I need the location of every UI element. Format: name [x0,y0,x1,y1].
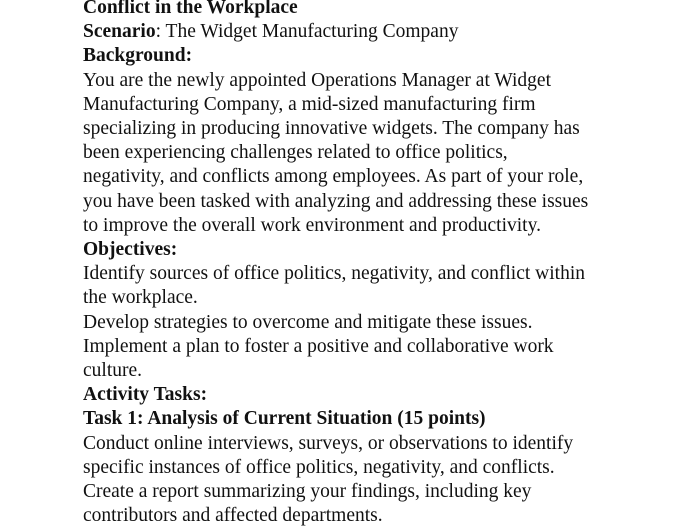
background-line: You are the newly appointed Operations Manager at Widget [83,69,551,91]
objectives-heading: Objectives: [83,239,178,261]
background-line: negativity, and conflicts among employees. As part of your role, [83,166,584,188]
background-line: Manufacturing Company, a mid-sized manufacturing firm [83,93,536,115]
objectives-line: the workplace. [83,287,198,309]
document-body [83,0,683,528]
task1-line: Create a report summarizing your findings, including key [83,481,532,503]
task1-heading: Task 1: Analysis of Current Situation (15 points) [83,408,486,430]
background-line: specializing in producing innovative widgets. The company has [83,118,580,140]
task1-line: Conduct online interviews, surveys, or observations to identify [83,432,574,454]
objectives-line: Identify sources of office politics, negativity, and conflict within [83,263,585,285]
scenario-line [83,20,683,44]
background-line: you have been tasked with analyzing and addressing these issues [83,190,589,212]
scenario-label: Scenario [83,21,156,43]
background-line: been experiencing challenges related to office politics, [83,142,508,164]
objectives-line: Implement a plan to foster a positive and collaborative work [83,335,554,357]
document-title: Conflict in the Workplace [83,0,298,18]
activity-tasks-heading: Activity Tasks: [83,384,208,406]
scenario-text: The Widget Manufacturing Company [165,21,459,43]
task1-line: contributors and affected departments. [83,505,383,527]
objectives-line: Develop strategies to overcome and mitigate these issues. [83,311,533,333]
background-line: to improve the overall work environment and productivity. [83,214,541,236]
objectives-line: culture. [83,360,143,382]
task1-line: specific instances of office politics, negativity, and conflicts. [83,456,555,478]
scenario-separator: : [155,21,166,43]
background-heading: Background: [83,45,193,67]
